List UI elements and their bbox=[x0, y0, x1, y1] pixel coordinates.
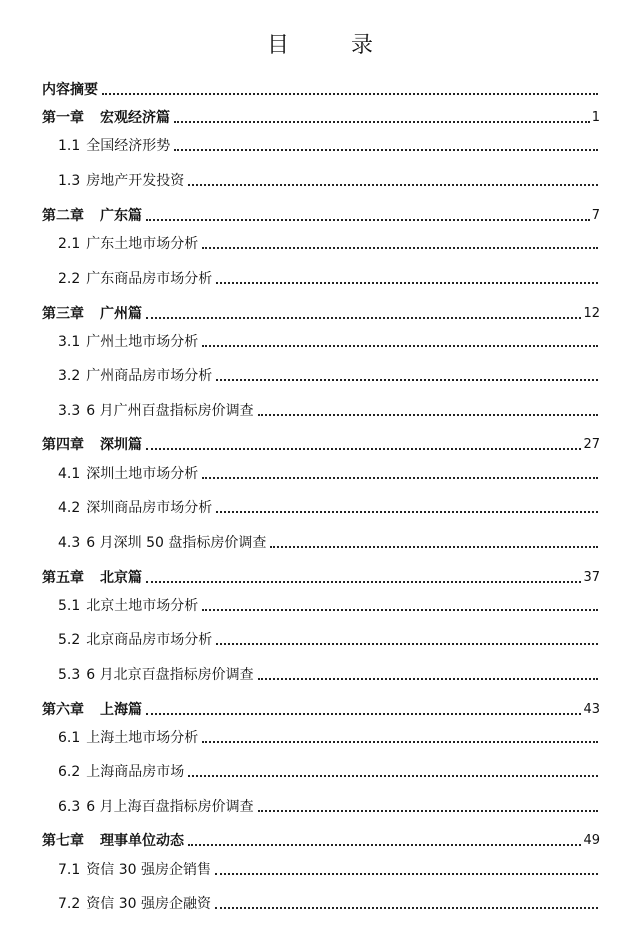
dot-leader bbox=[188, 775, 598, 777]
toc-entry-number: 2.1 bbox=[58, 236, 81, 252]
toc-section-entry[interactable] bbox=[58, 763, 600, 781]
toc-entry-number: 1.3 bbox=[58, 173, 81, 189]
toc-entry-label bbox=[58, 597, 198, 615]
toc-entry-label bbox=[58, 798, 254, 816]
toc-entry-number: 6.3 bbox=[58, 799, 81, 815]
toc-section-entry[interactable] bbox=[58, 235, 600, 253]
toc-entry-title: 广东篇 bbox=[100, 208, 142, 224]
toc-section-entry[interactable] bbox=[58, 367, 600, 385]
dot-leader bbox=[202, 741, 598, 743]
toc-entry-title: 广州土地市场分析 bbox=[86, 334, 199, 350]
toc-entry-title: 上海商品房市场 bbox=[86, 764, 185, 780]
toc-entry-number: 5.1 bbox=[58, 598, 81, 614]
toc-chapter-entry[interactable] bbox=[42, 832, 600, 850]
toc-entry-number: 3.1 bbox=[58, 334, 81, 350]
dot-leader bbox=[270, 546, 598, 548]
toc-entry-title: 广东商品房市场分析 bbox=[86, 271, 213, 287]
toc-entry-number: 5.2 bbox=[58, 632, 81, 648]
dot-leader bbox=[102, 93, 598, 95]
toc-section-entry[interactable] bbox=[58, 861, 600, 879]
toc-page-number: 27 bbox=[583, 437, 600, 452]
toc-entry-number: 2.2 bbox=[58, 271, 81, 287]
toc-entry-number: 4.3 bbox=[58, 535, 81, 551]
toc-entry-label bbox=[58, 137, 170, 155]
toc-entry-title: 资信 30 强房企销售 bbox=[86, 862, 211, 878]
toc-entry-title: 6 月广州百盘指标房价调查 bbox=[86, 403, 254, 419]
dot-leader bbox=[258, 678, 598, 680]
toc-entry-label bbox=[58, 729, 198, 747]
toc-entry-label bbox=[42, 436, 142, 454]
toc-entry-label bbox=[42, 207, 142, 225]
dot-leader bbox=[202, 609, 598, 611]
toc-entry-label bbox=[42, 832, 184, 850]
toc-entry-label bbox=[58, 763, 184, 781]
toc-page-number: 12 bbox=[583, 306, 600, 321]
toc-entry-label bbox=[42, 701, 142, 719]
toc-entry-title: 6 月深圳 50 盘指标房价调查 bbox=[86, 535, 267, 551]
toc-chapter-entry[interactable] bbox=[42, 569, 600, 587]
toc-entry-title: 内容摘要 bbox=[42, 82, 98, 98]
dot-leader bbox=[146, 219, 590, 221]
toc-entry-label bbox=[58, 895, 211, 913]
dot-leader bbox=[202, 477, 598, 479]
toc-chapter-entry[interactable] bbox=[42, 109, 600, 127]
toc-entry-title: 资信 30 强房企融资 bbox=[86, 896, 211, 912]
toc-chapter-entry[interactable] bbox=[42, 436, 600, 454]
dot-leader bbox=[258, 810, 598, 812]
toc-entry-label bbox=[58, 172, 184, 190]
toc-entry-label bbox=[42, 569, 142, 587]
dot-leader bbox=[146, 581, 581, 583]
dot-leader bbox=[146, 713, 581, 715]
toc-entry-title: 6 月上海百盘指标房价调查 bbox=[86, 799, 254, 815]
toc-entry-label bbox=[58, 861, 211, 879]
toc-section-entry[interactable] bbox=[58, 798, 600, 816]
toc-section-entry[interactable] bbox=[58, 465, 600, 483]
dot-leader bbox=[216, 643, 598, 645]
dot-leader bbox=[174, 121, 590, 123]
toc-section-entry[interactable] bbox=[58, 172, 600, 190]
dot-leader bbox=[215, 907, 598, 909]
toc-entry-number: 6.2 bbox=[58, 764, 81, 780]
toc-entry-number: 第三章 bbox=[42, 306, 84, 322]
toc-section-entry[interactable] bbox=[58, 631, 600, 649]
toc-entry-title: 理事单位动态 bbox=[100, 833, 184, 849]
toc-entry-label bbox=[58, 499, 212, 517]
toc-entry-number: 7.2 bbox=[58, 896, 81, 912]
toc-entry-title: 深圳篇 bbox=[100, 437, 142, 453]
toc-entry-label bbox=[58, 465, 198, 483]
dot-leader bbox=[202, 345, 598, 347]
toc-entry-number: 4.2 bbox=[58, 500, 81, 516]
dot-leader bbox=[216, 511, 598, 513]
toc-section-entry[interactable] bbox=[58, 333, 600, 351]
toc-entry-label bbox=[58, 235, 198, 253]
toc-entry-number: 3.2 bbox=[58, 368, 81, 384]
toc-section-entry[interactable] bbox=[58, 499, 600, 517]
toc-entry-title: 深圳商品房市场分析 bbox=[86, 500, 213, 516]
toc-section-entry[interactable] bbox=[58, 729, 600, 747]
toc-entry-number: 4.1 bbox=[58, 466, 81, 482]
toc-entry-number: 7.1 bbox=[58, 862, 81, 878]
toc-section-entry[interactable] bbox=[58, 597, 600, 615]
dot-leader bbox=[188, 184, 598, 186]
dot-leader bbox=[146, 448, 581, 450]
toc-page-number: 43 bbox=[583, 702, 600, 717]
toc-section-entry[interactable] bbox=[58, 666, 600, 684]
toc-entry-title: 北京土地市场分析 bbox=[86, 598, 199, 614]
toc-entry-number: 第四章 bbox=[42, 437, 84, 453]
toc-entry-number: 3.3 bbox=[58, 403, 81, 419]
toc-entry-title: 全国经济形势 bbox=[86, 138, 171, 154]
dot-leader bbox=[216, 379, 598, 381]
toc-entry-label bbox=[58, 333, 198, 351]
toc-entry-label bbox=[42, 81, 98, 99]
toc-entry-number: 第一章 bbox=[42, 110, 84, 126]
toc-entry-label bbox=[58, 631, 212, 649]
toc-section-entry[interactable] bbox=[58, 895, 600, 913]
toc-entry-title: 房地产开发投资 bbox=[86, 173, 185, 189]
toc-entry-number: 第六章 bbox=[42, 702, 84, 718]
toc-entry-title: 上海土地市场分析 bbox=[86, 730, 199, 746]
toc-entry-label bbox=[58, 402, 254, 420]
toc-entry-label bbox=[42, 109, 170, 127]
toc-section-entry[interactable] bbox=[58, 534, 600, 552]
toc-page-number: 7 bbox=[591, 208, 600, 223]
toc-entry-title: 广州商品房市场分析 bbox=[86, 368, 213, 384]
toc-entry-title: 广州篇 bbox=[100, 306, 142, 322]
toc-entry-title: 上海篇 bbox=[100, 702, 142, 718]
toc-entry-label bbox=[58, 666, 254, 684]
toc-section-entry[interactable] bbox=[58, 270, 600, 288]
dot-leader bbox=[174, 149, 598, 151]
toc-entry-number: 1.1 bbox=[58, 138, 81, 154]
toc-entry-number: 6.1 bbox=[58, 730, 81, 746]
toc-chapter-entry[interactable] bbox=[42, 207, 600, 225]
dot-leader bbox=[215, 873, 598, 875]
dot-leader bbox=[202, 247, 598, 249]
toc-entry-title: 宏观经济篇 bbox=[100, 110, 170, 126]
toc-entry-number: 第七章 bbox=[42, 833, 84, 849]
toc-entry-number: 第五章 bbox=[42, 570, 84, 586]
toc-entry-number: 第二章 bbox=[42, 208, 84, 224]
toc-entry-title: 6 月北京百盘指标房价调查 bbox=[86, 667, 254, 683]
dot-leader bbox=[146, 317, 581, 319]
toc-entry-label bbox=[58, 270, 212, 288]
toc-entry-title: 北京篇 bbox=[100, 570, 142, 586]
toc-entry-title: 深圳土地市场分析 bbox=[86, 466, 199, 482]
toc-section-entry[interactable] bbox=[58, 402, 600, 420]
toc-page-number: 1 bbox=[591, 110, 600, 125]
toc-entry-label bbox=[58, 534, 266, 552]
dot-leader bbox=[258, 414, 598, 416]
toc-section-entry[interactable] bbox=[58, 137, 600, 155]
toc-entry-title: 广东土地市场分析 bbox=[86, 236, 199, 252]
toc-entry-label bbox=[58, 367, 212, 385]
toc-chapter-entry[interactable] bbox=[42, 305, 600, 323]
dot-leader bbox=[216, 282, 598, 284]
page-title: 目 录 bbox=[266, 33, 393, 58]
toc-entry-title: 北京商品房市场分析 bbox=[86, 632, 213, 648]
toc-page-number: 37 bbox=[583, 570, 600, 585]
toc-chapter-entry[interactable] bbox=[42, 81, 600, 99]
toc-entry-number: 5.3 bbox=[58, 667, 81, 683]
dot-leader bbox=[188, 844, 581, 846]
toc-entry-label bbox=[42, 305, 142, 323]
toc-chapter-entry[interactable] bbox=[42, 701, 600, 719]
toc-page-number: 49 bbox=[583, 833, 600, 848]
